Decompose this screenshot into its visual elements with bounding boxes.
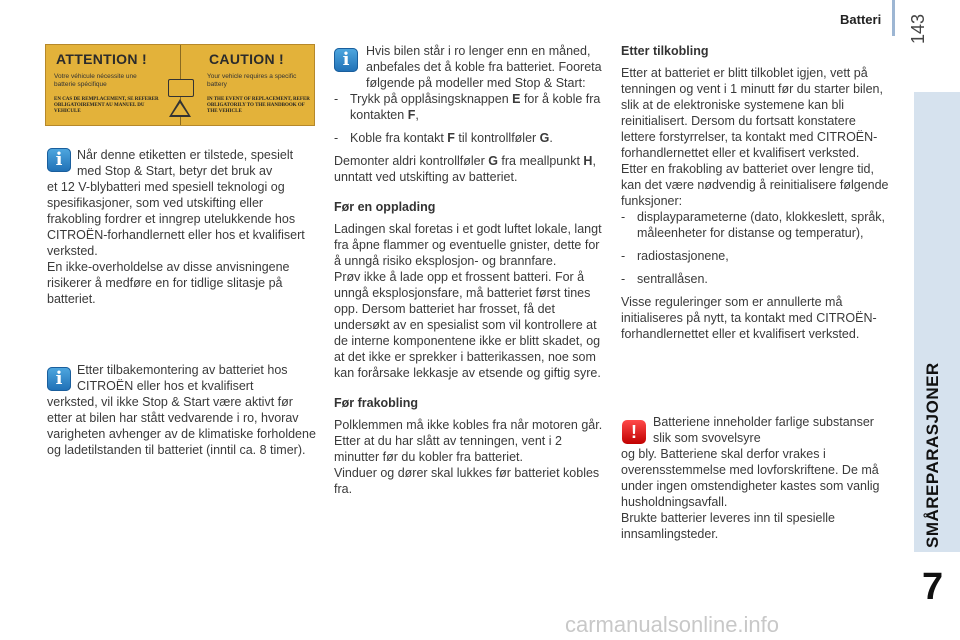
charging-heading: Før en opplading bbox=[334, 200, 436, 214]
after-connect-heading: Etter tilkobling bbox=[621, 44, 709, 58]
sensor-warning: Demonter aldri kontrollføler G fra meallpunkt H, unntatt ved utskifting av batteriet. bbox=[334, 154, 596, 184]
after-connect-section bbox=[621, 43, 893, 342]
battery-warning-label bbox=[45, 44, 315, 126]
storage-note bbox=[334, 43, 604, 497]
watermark: carmanualsonline.info bbox=[565, 612, 780, 637]
label-en-title: CAUTION ! bbox=[209, 51, 285, 67]
info-icon: i bbox=[47, 148, 71, 172]
reinit-item-3: - sentrallåsen. bbox=[621, 272, 708, 286]
chapter-number: 7 bbox=[922, 566, 944, 608]
charging-para-2: Prøv ikke å lade opp et frossent batteri. For å unngå eksplosjonsfare, må batteriet først tines opp. Dersom batteriet har frosset, få det undersøkt av en spesialist som vil kontrollere at de interne komponentene ikke er blitt skadet, og at det ikke er sprekker i batterikassen, noe som kan forårsake lekkasje av etsende og giftig syre. bbox=[334, 270, 601, 380]
disconnect-para-1: Polklemmen må ikke kobles fra når motoren går. bbox=[334, 418, 603, 432]
battery-icon bbox=[168, 79, 194, 97]
label-fr-title: ATTENTION ! bbox=[56, 51, 147, 67]
disconnect-para-3: Vinduer og dører skal lukkes før batteriet kobles fra. bbox=[334, 466, 600, 496]
storage-note-intro: Hvis bilen står i ro lenger enn en måned, anbefales det å koble fra batteriet. Fooreta følgende på modeller med Stop & Start: bbox=[366, 44, 602, 90]
charging-para-1: Ladingen skal foretas i et godt luftet lokale, langt fra åpne flammer og eventuelle gnister, dette for å unngå risiko eksplosjon- og brannfare. bbox=[334, 222, 602, 268]
label-en-subtitle: Your vehicle requires a specific battery bbox=[207, 73, 297, 88]
stop-start-note-rest: verksted, vil ikke Stop & Start være aktivt før etter at bilen har stått vedvarende i ro, hvorav varigheten avhenger av de klimatiske forholdene og ladetilstanden til batteriet (inntil ca. 8 timer). bbox=[47, 395, 316, 457]
info-icon: i bbox=[334, 48, 358, 72]
label-en-fineprint: IN THE EVENT OF REPLACEMENT, REFER OBLIGATORILY TO THE HANDBOOK OF THE VEHICLE bbox=[207, 97, 310, 114]
reinit-item-1: - displayparameterne (dato, klokkeslett, språk, måleenheter for distanse og temperatur), bbox=[621, 210, 886, 240]
hazard-triangle-inner bbox=[172, 103, 188, 115]
label-fr-fineprint: EN CAS DE REMPLACEMENT, SE REFERER OBLIGATOIREMENT AU MANUEL DU VEHICULE bbox=[54, 97, 159, 114]
disposal-warning-para-2: Brukte batterier leveres inn til spesielle innsamlingsteder. bbox=[621, 511, 835, 541]
page-number: 143 bbox=[908, 13, 928, 44]
label-french-half bbox=[46, 45, 181, 125]
disposal-warning-rest: og bly. Batteriene skal derfor vrakes i overensstemmelse med lovforskriftene. De må under ingen omstendigheter kastes som vanlig husholdningsavfall. bbox=[621, 447, 880, 509]
label-note-rest: et 12 V-blybatteri med spesiell teknologi og spesifikasjoner, som ved utskifting eller frakobling fordrer et inngrep utelukkende hos CITROËN-forhandlernett eller hos et kvalifisert verksted. bbox=[47, 180, 305, 258]
disconnect-para-2: Etter at du har slått av tenningen, vent i 2 minutter før du kobler fra batteriet. bbox=[334, 434, 562, 464]
stop-start-note-first: Etter tilbakemontering av batteriet hos CITROËN eller hos et kvalifisert bbox=[77, 363, 288, 393]
after-connect-para-3: Visse reguleringer som er annullerte må initialiseres på nytt, ta kontakt med CITROËN-forhandlernettet eller et kvalifisert verksted. bbox=[621, 295, 877, 341]
label-note-warning: En ikke-overholdelse av disse anvisningene risikerer å medføre en for tidlige slitasje på batteriet. bbox=[47, 260, 290, 306]
stop-start-note bbox=[47, 362, 317, 458]
reinit-item-2: - radiostasjonene, bbox=[621, 249, 729, 263]
header-divider bbox=[892, 0, 895, 36]
label-english-half bbox=[181, 45, 315, 125]
chapter-label: SMÅREPARASJONER bbox=[923, 362, 942, 548]
label-fr-subtitle: Votre véhicule nécessite une batterie spécifique bbox=[54, 73, 137, 88]
storage-step-1: - Trykk på opplåsingsknappen E for å koble fra kontakten F, bbox=[334, 92, 601, 122]
disconnect-heading: Før frakobling bbox=[334, 396, 419, 410]
disposal-warning-first: Batteriene inneholder farlige substanser slik som svovelsyre bbox=[653, 415, 874, 445]
label-note-first: Når denne etiketten er tilstede, spesielt med Stop & Start, betyr det bruk av bbox=[77, 148, 294, 178]
disposal-warning bbox=[621, 414, 893, 542]
storage-step-2: - Koble fra kontakt F til kontrollføler G. bbox=[334, 131, 553, 145]
warning-icon: ! bbox=[622, 420, 646, 444]
page-section-title: Batteri bbox=[840, 12, 882, 27]
label-note bbox=[47, 147, 317, 307]
after-connect-para-2: Etter en frakobling av batteriet over lengre tid, kan det være nødvendig å reinitialisere følgende funksjoner: bbox=[621, 162, 889, 208]
after-connect-para-1: Etter at batteriet er blitt tilkoblet igjen, vett på tenningen og vent i 1 minutt før du starter bilen, slik at de elektroniske systemene kan bli reinitialisert. Dersom du fortsatt konstatere lettere forstyrrelser, ta kontakt med CITROËN-forhandlernettet eller et kvalifisert verksted. bbox=[621, 66, 883, 160]
info-icon: i bbox=[47, 367, 71, 391]
